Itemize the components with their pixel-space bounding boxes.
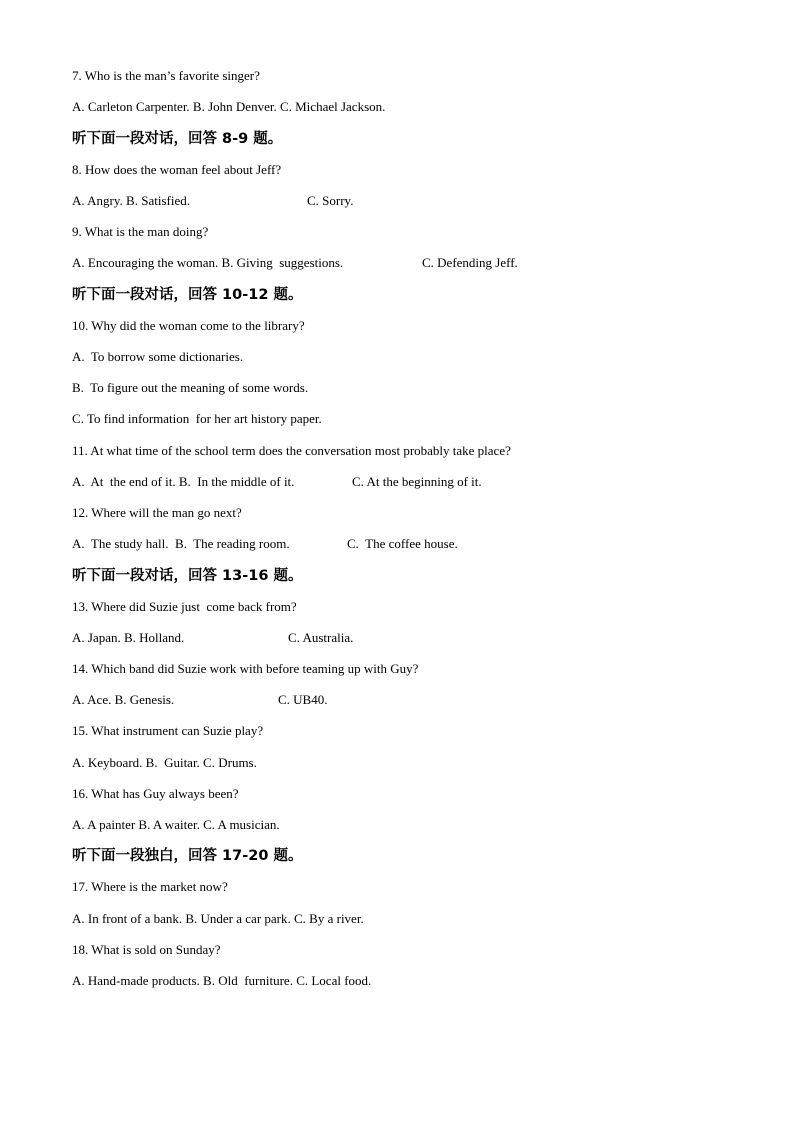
- question-15-options: A. Keyboard. B. Guitar. C. Drums.: [72, 755, 257, 770]
- question-8-option-c: C. Sorry.: [307, 193, 354, 208]
- section-heading-10-12: 听下面一段对话，回答 10-12 题。: [72, 287, 303, 303]
- question-11-options-ab: A. At the end of it. B. In the middle of it.: [72, 474, 295, 489]
- question-18-options: A. Hand-made products. B. Old furniture. C. Local food.: [72, 973, 372, 988]
- section-heading-13-16: 听下面一段对话，回答 13-16 题。: [72, 568, 303, 584]
- question-13-options-ab: A. Japan. B. Holland.: [72, 630, 185, 645]
- question-8-options-ab: A. Angry. B. Satisfied.: [72, 193, 190, 208]
- question-8: 8. How does the woman feel about Jeff?: [72, 162, 282, 177]
- question-7-options: A. Carleton Carpenter. B. John Denver. C. Michael Jackson.: [72, 99, 386, 114]
- section-heading-17-20: 听下面一段独白，回答 17-20 题。: [72, 848, 303, 864]
- question-17-options: A. In front of a bank. B. Under a car park. C. By a river.: [72, 911, 364, 926]
- question-16-options: A. A painter B. A waiter. C. A musician.: [72, 817, 280, 832]
- question-17: 17. Where is the market now?: [72, 879, 228, 894]
- question-16: 16. What has Guy always been?: [72, 786, 239, 801]
- question-14: 14. Which band did Suzie work with before teaming up with Guy?: [72, 661, 419, 676]
- question-12: 12. Where will the man go next?: [72, 505, 242, 520]
- question-9: 9. What is the man doing?: [72, 224, 209, 239]
- question-11-option-c: C. At the beginning of it.: [352, 474, 482, 489]
- question-15: 15. What instrument can Suzie play?: [72, 723, 264, 738]
- question-10-option-c: C. To find information for her art history paper.: [72, 411, 322, 426]
- question-9-options-ab: A. Encouraging the woman. B. Giving suggestions.: [72, 255, 344, 270]
- section-heading-8-9: 听下面一段对话，回答 8-9 题。: [72, 131, 283, 147]
- question-11: 11. At what time of the school term does the conversation most probably take place?: [72, 443, 511, 458]
- question-13: 13. Where did Suzie just come back from?: [72, 599, 297, 614]
- question-18: 18. What is sold on Sunday?: [72, 942, 221, 957]
- question-12-options-ab: A. The study hall. B. The reading room.: [72, 536, 290, 551]
- question-10-option-a: A. To borrow some dictionaries.: [72, 349, 244, 364]
- question-10: 10. Why did the woman come to the library?: [72, 318, 305, 333]
- question-14-options-ab: A. Ace. B. Genesis.: [72, 692, 175, 707]
- question-14-option-c: C. UB40.: [278, 692, 328, 707]
- question-12-option-c: C. The coffee house.: [347, 536, 458, 551]
- question-7: 7. Who is the man’s favorite singer?: [72, 68, 260, 83]
- question-10-option-b: B. To figure out the meaning of some words.: [72, 380, 309, 395]
- question-9-option-c: C. Defending Jeff.: [422, 255, 518, 270]
- question-13-option-c: C. Australia.: [288, 630, 354, 645]
